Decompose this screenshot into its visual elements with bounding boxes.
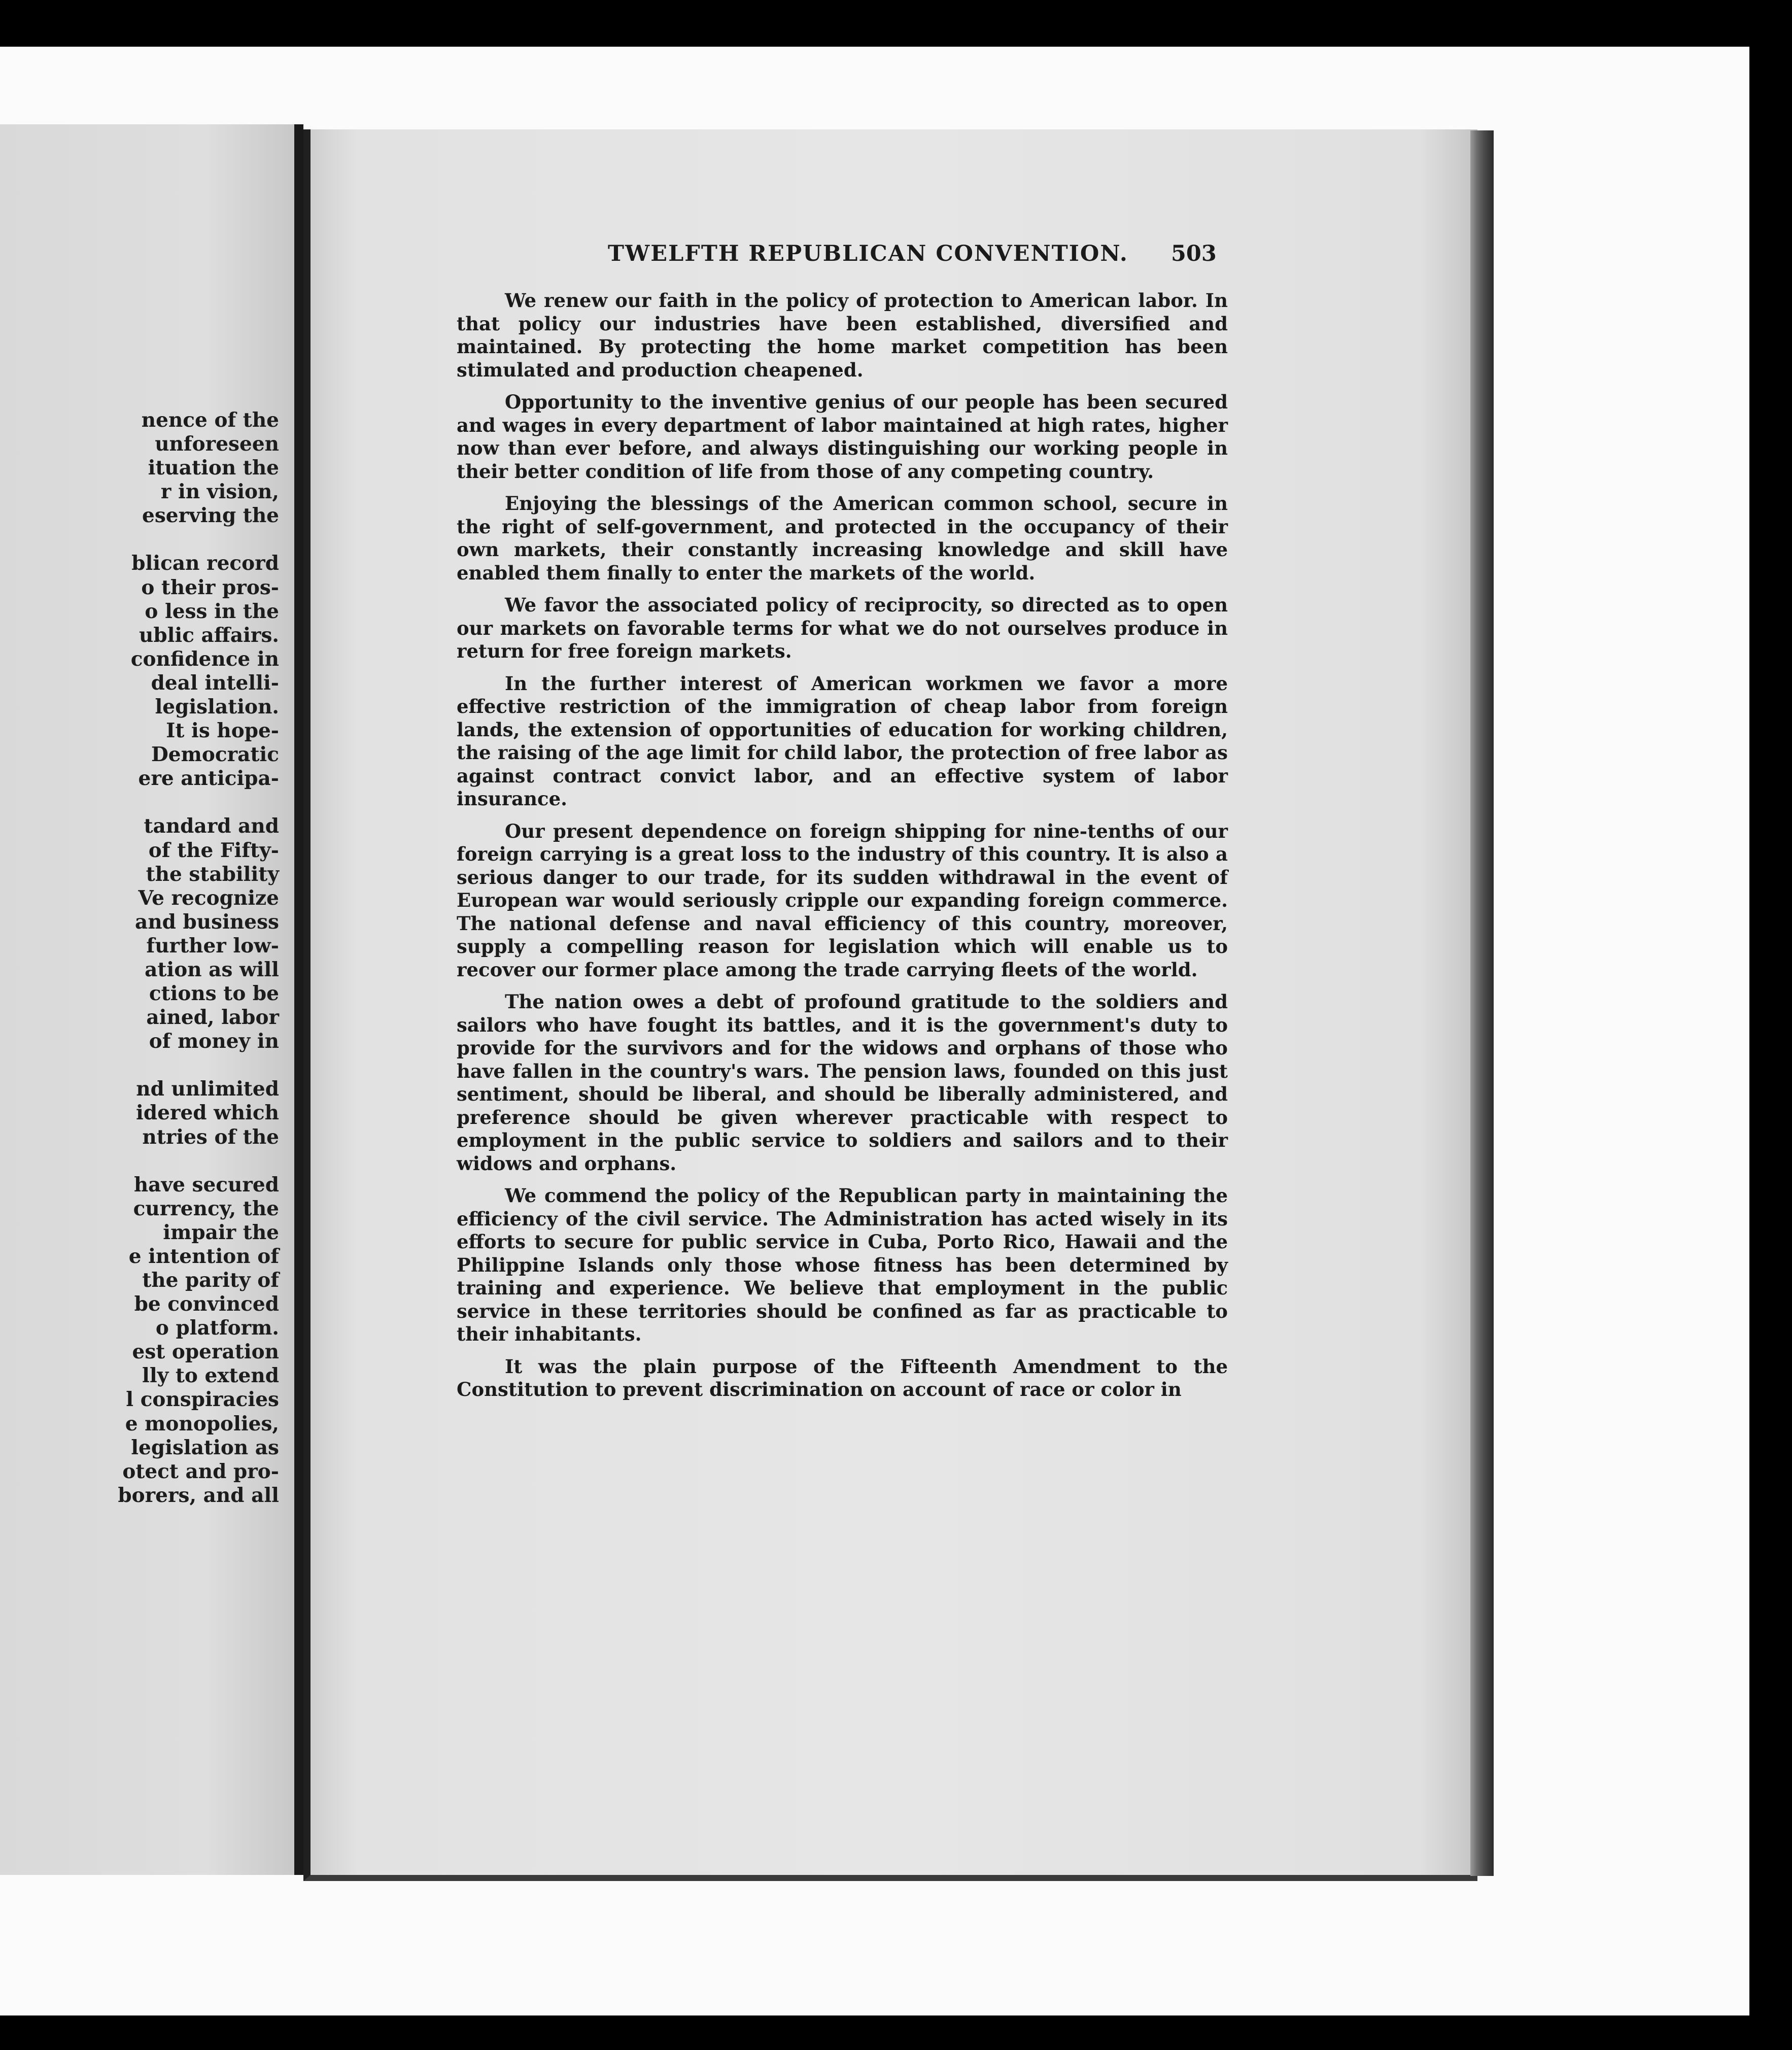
line-gap [0,1149,279,1173]
left-page-line: and business [135,910,279,934]
left-page-line: otect and pro- [122,1459,279,1483]
paragraph-reciprocity: We favor the associated policy of reciprocity, so directed as to open our markets on favorable terms for what we do not ourselves produce in return for free foreign markets. [457,594,1228,662]
line-gap [0,791,279,814]
left-page-line: ation as will [145,958,279,981]
left-page-line: Democratic [151,743,279,767]
left-page-line: borers, and all [118,1483,279,1507]
left-page-line: o less in the [145,599,279,623]
left-page-line: It is hope- [166,719,279,743]
left-page-line: e intention of [128,1244,279,1268]
left-page-line: impair the [163,1220,279,1244]
paragraph-soldiers: The nation owes a debt of profound gratitude to the soldiers and sailors who have fought its battles, and it is the government's duty to provide for the survivors and for the widows and orphans of those who have fallen in the country's wars. The pension laws, founded on this just sentiment, should be liberal, and should be liberally administered, and preference should be given wherever practicable with respect to employment in the public service to soldiers and sailors and to their widows and orphans. [457,990,1228,1175]
left-page-line: nd unlimited [136,1077,279,1101]
left-page-line: the parity of [142,1269,279,1292]
left-page-line: have secured [133,1173,279,1197]
left-page-line: of money in [149,1030,279,1053]
left-page-line: unforeseen [155,432,279,456]
left-page-line: of the Fifty- [148,838,279,862]
paragraph-opportunity: Opportunity to the inventive genius of our people has been secured and wages in every department of labor maintained at high rates, higher now than ever before, and always distinguishing our working people in their better condition of life from those of any competing country. [457,391,1228,483]
paragraph-fifteenth-amendment: It was the plain purpose of the Fifteenth Amendment to the Constitution to prevent discrimination on account of race or color in [457,1355,1228,1400]
line-gap [0,1053,279,1077]
left-page-line: idered which [136,1101,279,1125]
left-page-line: o their pros- [141,575,279,599]
left-page-line: r in vision, [160,480,279,504]
left-page-line: e monopolies, [125,1412,279,1436]
left-page-line: nence of the [141,408,279,432]
left-page-line: ublic affairs. [139,623,279,647]
left-page-line: further low- [146,934,279,958]
left-page-line: Ve recognize [138,886,279,910]
left-page-text-column [0,408,279,1508]
left-page-line: eserving the [142,504,279,528]
left-page-line: confidence in [130,647,279,671]
left-page-line: deal intelli- [151,671,279,695]
left-page-line: ntries of the [142,1125,279,1149]
left-page-line: est operation [132,1340,279,1364]
left-page-line: ituation the [148,456,279,480]
paragraph-protection: We renew our faith in the policy of protection to American labor. In that policy our industries have been established, diversified and maintained. By protecting the home market competition has been stimulated and production cheapened. [457,289,1228,381]
left-page-line: legislation as [131,1436,279,1459]
body-text [457,289,1228,1411]
left-page-line: tandard and [144,814,279,838]
line-gap [0,528,279,552]
left-page-line: blican record [131,552,279,575]
left-page-line: the stability [146,862,279,886]
paragraph-civil-service: We commend the policy of the Republican party in maintaining the efficiency of the civil service. The Administration has acted wisely in its efforts to secure for public service in Cuba, Porto Rico, Hawaii and the Philippine Islands only those whose fitness has been determined by training and experience. We believe that employment in the public service in these territories should be confined as far as practicable to their inhabitants. [457,1184,1228,1345]
left-page [0,124,303,1875]
left-page-line: l conspiracies [126,1388,279,1412]
left-page-line: currency, the [133,1197,279,1220]
left-page-line: legislation. [155,695,279,719]
left-page-line: ained, labor [146,1006,279,1030]
left-page-line: be convinced [134,1292,279,1316]
running-head-title: TWELFTH REPUBLICAN CONVENTION. [608,241,1128,266]
paragraph-shipping: Our present dependence on foreign shipping for nine-tenths of our foreign carrying is a great loss to the industry of this country. It is also a serious danger to our trade, for its sudden withdrawal in the event of European war would seriously cripple our expanding foreign commerce. The national defense and naval efficiency of this country, moreover, supply a compelling reason for legislation which will enable us to recover our former place among the trade carrying fleets of the world. [457,819,1228,981]
page-edge-shadow [1470,130,1494,1876]
left-page-line: ctions to be [149,982,279,1006]
left-page-line: o platform. [155,1316,279,1340]
bottom-film-strip [0,2015,1792,2050]
paragraph-immigration: In the further interest of American workmen we favor a more effective restriction of the immigration of cheap labor from foreign lands, the extension of opportunities of education for working children, the raising of the age limit for child labor, the protection of free labor as against contract convict labor, and an effective system of labor insurance. [457,672,1228,810]
left-page-line: lly to extend [142,1364,279,1388]
paragraph-common-school: Enjoying the blessings of the American common school, secure in the right of self-government, and protected in the occupancy of their own markets, their constantly increasing knowledge and skill have enabled them finally to enter the markets of the world. [457,492,1228,584]
left-page-line: ere anticipa- [138,767,279,791]
page-number: 503 [1171,241,1217,266]
